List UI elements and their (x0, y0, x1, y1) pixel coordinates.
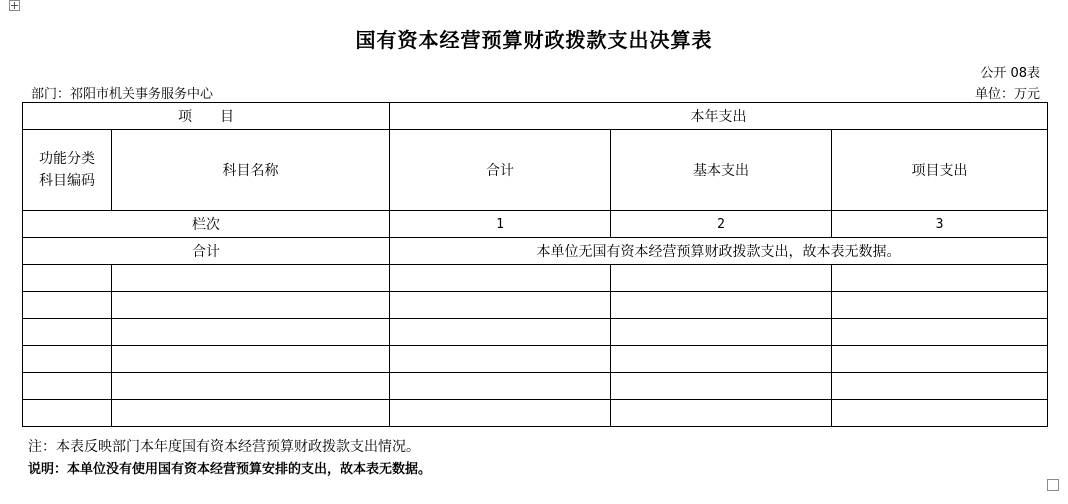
header-function-code-line2: 科目编码 (39, 173, 95, 189)
table-cell[interactable] (611, 265, 832, 292)
no-data-message: 本单位无国有资本经营预算财政拨款支出，故本表无数据。 (390, 238, 1048, 265)
unit-label: 单位：万元 (974, 87, 1040, 102)
department-label: 部门：祁阳市机关事务服务中心 (31, 87, 214, 102)
total-label: 合计 (23, 238, 390, 265)
explanation-note: 说明：本单位没有使用国有资本经营预算安排的支出，故本表无数据。 (28, 462, 432, 477)
table-cell[interactable] (112, 346, 390, 373)
table-cell[interactable] (112, 265, 390, 292)
table-cell[interactable] (390, 265, 611, 292)
table-cell[interactable] (611, 346, 832, 373)
table-cell[interactable] (611, 373, 832, 400)
form-code: 公开 08表 (980, 66, 1040, 81)
table-cell[interactable] (832, 400, 1048, 427)
table-cell[interactable] (832, 346, 1048, 373)
table-cell[interactable] (390, 400, 611, 427)
column-number-3: 3 (832, 211, 1048, 238)
page-marker-icon (1047, 479, 1059, 491)
header-basic-expense: 基本支出 (611, 130, 832, 211)
column-number-label: 栏次 (23, 211, 390, 238)
table-cell[interactable] (611, 319, 832, 346)
table-cell[interactable] (112, 292, 390, 319)
table-row (23, 373, 1048, 400)
table-cell[interactable] (112, 373, 390, 400)
header-function-code (23, 130, 112, 211)
table-anchor-icon[interactable] (9, 0, 20, 11)
table-cell[interactable] (611, 400, 832, 427)
table-header-row (23, 130, 1048, 211)
header-project-expense: 项目支出 (832, 130, 1048, 211)
table-cell[interactable] (23, 265, 112, 292)
table-cell[interactable] (23, 292, 112, 319)
page-title: 国有资本经营预算财政拨款支出决算表 (355, 28, 713, 52)
table-cell[interactable] (832, 373, 1048, 400)
table-cell[interactable] (23, 319, 112, 346)
column-number-2: 2 (611, 211, 832, 238)
table-row (23, 319, 1048, 346)
table-cell[interactable] (112, 319, 390, 346)
table-row (23, 265, 1048, 292)
header-project: 项 目 (23, 103, 390, 130)
table-header-row-top (23, 103, 1048, 130)
table-row (23, 400, 1048, 427)
total-row (23, 238, 1048, 265)
footnote: 注：本表反映部门本年度国有资本经营预算财政拨款支出情况。 (28, 439, 420, 455)
expenditure-table (22, 102, 1048, 427)
table-cell[interactable] (390, 292, 611, 319)
table-cell[interactable] (832, 265, 1048, 292)
table-cell[interactable] (390, 373, 611, 400)
table-cell[interactable] (112, 400, 390, 427)
column-number-1: 1 (390, 211, 611, 238)
header-total: 合计 (390, 130, 611, 211)
table-cell[interactable] (832, 292, 1048, 319)
table-cell[interactable] (390, 319, 611, 346)
header-subject-name: 科目名称 (112, 130, 390, 211)
table-cell[interactable] (23, 400, 112, 427)
table-cell[interactable] (23, 346, 112, 373)
table-cell[interactable] (23, 373, 112, 400)
header-year-expense: 本年支出 (390, 103, 1048, 130)
table-cell[interactable] (611, 292, 832, 319)
column-number-row (23, 211, 1048, 238)
table-row (23, 346, 1048, 373)
table-row (23, 292, 1048, 319)
table-cell[interactable] (390, 346, 611, 373)
table-cell[interactable] (832, 319, 1048, 346)
header-function-code-line1: 功能分类 (39, 151, 95, 167)
